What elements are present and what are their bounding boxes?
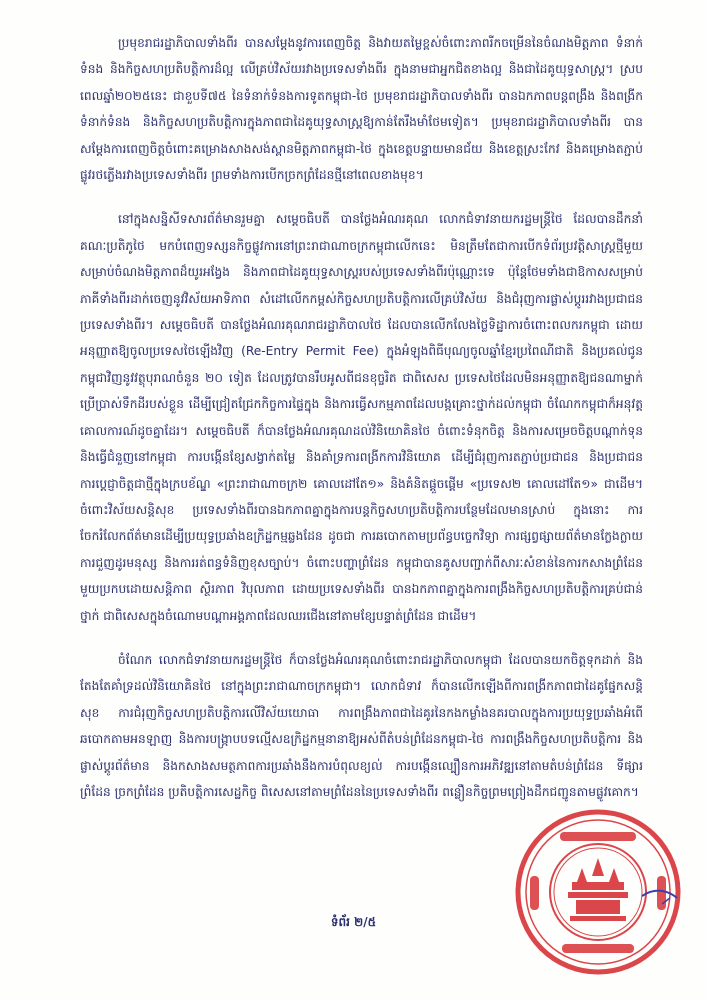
page-number: ទំព័រ ២/៥: [330, 915, 377, 929]
paragraph-3: ចំណែក លោកជំទាវនាយករដ្ឋមន្ត្រីថៃ ក៏បានថ្លែងអំណរគុណចំពោះរាជរដ្ឋាភិបាលកម្ពុជា ដែលបានយកចិត្តទុកដាក់ និងតែងតែគាំទ្រដល់វិនិយោគិនថៃ នៅក្នុងព្រះរាជាណាចក្រកម្ពុជា។ លោកជំទាវ ក៏បានលើកឡើងពីការពង្រីកភាពជាដៃគូផ្នែកសន្តិសុខ ការជំរុញកិច្ចសហប្រតិបត្តិការលើវិស័យយោធា ការពង្រឹងភាពជាដៃគូរនៃកងកម្លាំងនគរបាលក្នុងការប្រយុទ្ធប្រឆាំងអំពើឆបោកតាមអនឡាញ និងការបង្ក្រាបបទល្មើសឧក្រិដ្ឋកម្មនានាឱ្យអស់ពីតំបន់ព្រំដែនកម្ពុជា-ថៃ ការពង្រឹងកិច្ចសហប្រតិបត្តិការ និងផ្លាស់ប្តូរព័ត៌មាន និងកសាងសមត្ថភាពការប្រឆាំងនឹងការបំពុលខ្យល់ ការបង្កើនល្បឿនការអភិវឌ្ឍនៅតាមតំបន់ព្រំដែន ទីផ្សារព្រំដែន ច្រកព្រំដែន ប្រតិបត្តិការសេដ្ឋកិច្ច ពិសេសនៅតាមព្រំដែននៃប្រទេសទាំងពីរ ពន្លឿនកិច្ចព្រមព្រៀងដឹកជញ្ជូនតាមផ្លូវគោក។: [80, 652, 643, 799]
official-seal-stamp-icon: [512, 806, 684, 978]
paragraph-1: ប្រមុខរាជរដ្ឋាភិបាលទាំងពីរ បានសម្តែងនូវការពេញចិត្ត និងវាយតម្លៃខ្ពស់ចំពោះភាពរីកចម្រើននៃចំណងមិត្តភាព ទំនាក់ទំនង និងកិច្ចសហប្រតិបត្តិការដ៏ល្អ លើគ្រប់វិស័យរវាងប្រទេសទាំងពីរ ក្នុងនាមជាអ្នកជិតខាងល្អ និងជាដៃគូយុទ្ធសាស្ត្រ។ ស្របពេលឆ្នាំ២០២៥នេះ ជាខួបទី៧៥ នៃទំនាក់ទំនងការទូតកម្ពុជា-ថៃ ប្រមុខរាជរដ្ឋាភិបាលទាំងពីរ បានឯកភាពបន្តពង្រឹង និងពង្រីកទំនាក់ទំនង និងកិច្ចសហប្រតិបត្តិការក្នុងភាពជាដៃគូយុទ្ធសាស្ត្រឱ្យកាន់តែរឹងមាំថែមទៀត។ ប្រមុខរាជរដ្ឋាភិបាលទាំងពីរ បានសម្តែងការពេញចិត្តចំពោះគម្រោងសាងសង់ស្ពានមិត្តភាពកម្ពុជា-ថៃ ក្នុងខេត្តបន្ទាយមានជ័យ និងខេត្តស្រះកែវ និងគម្រោងតភ្ជាប់ផ្លូវរថភ្លើងរវាងប្រទេសទាំងពីរ ព្រមទាំងការបើកច្រកព្រំដែនថ្មីនៅពេលខាងមុខ។: [80, 36, 643, 183]
paragraph-2: នៅក្នុងសន្និសីទសារព័ត៌មានរួមគ្នា សម្តេចធិបតី បានថ្លែងអំណរគុណ លោកជំទាវនាយករដ្ឋមន្ត្រីថៃ ដែលបានដឹកនាំគណៈប្រតិភូថៃ មកបំពេញទស្សនកិច្ចផ្លូវការនៅព្រះរាជាណាចក្រកម្ពុជាលើកនេះ មិនត្រឹមតែជាការបើកទំព័រប្រវត្តិសាស្ត្រថ្មីមួយសម្រាប់ចំណងមិត្តភាពដ៏យូរអង្វែង និងភាពជាដៃគូយុទ្ធសាស្ត្ររបស់ប្រទេសទាំងពីរប៉ុណ្ណោះទេ ប៉ុន្តែថែមទាំងជាឱកាសសម្រាប់ភាគីទាំងពីរដាក់ចេញនូវវិស័យអាទិភាព សំដៅលើកកម្ពស់កិច្ចសហប្រតិបត្តិការលើគ្រប់វិស័យ និងជំរុញការផ្លាស់ប្តូររវាងប្រជាជនប្រទេសទាំងពីរ។ សម្តេចធិបតី បានថ្លែងអំណរគុណរាជរដ្ឋាភិបាលថៃ ដែលបានលើកលែងថ្លៃទិដ្ឋាការចំពោះពលករកម្ពុជា ដោយអនុញ្ញាតឱ្យចូលប្រទេសថៃឡើងវិញ (Re-Entry Permit Fee) ក្នុងអំឡុងពិធីបុណ្យចូលឆ្នាំខ្មែរប្រពៃណីជាតិ និងប្រគល់ជូនកម្ពុជាវិញនូវវត្ថុបុរាណចំនួន ២០ ទៀត ដែលត្រូវបានរឹបអូសពីជនខុច្ចរិត ជាពិសេស ប្រទេសថៃដែលមិនអនុញ្ញាតឱ្យជនណាម្នាក់ប្រើប្រាស់ទឹកដីរបស់ខ្លួន ដើម្បីជ្រៀតជ្រែកកិច្ចការផ្ទៃក្នុង និងការធ្វើសកម្មភាពដែលបង្កគ្រោះថ្នាក់ដល់កម្ពុជា ចំណែកកម្ពុជាក៏អនុវត្តគោលការណ៍ដូចគ្នាដែរ។ សម្តេចធិបតី ក៏បានថ្លែងអំណរគុណដល់វិនិយោគិនថៃ ចំពោះទំនុកចិត្ត និងការសម្រេចចិត្តបណ្តាក់ទុន និងធ្វើជំនួញនៅកម្ពុជា ការបង្កើនខ្សែសង្វាក់តម្លៃ និងគាំទ្រការពង្រីកការវិនិយោគ ដើម្បីជំរុញការតភ្ជាប់ប្រជាជន និងប្រជាជន ការប្តេជ្ញាចិត្តជាថ្មីក្នុងក្របខ័ណ្ឌ «ព្រះរាជាណាចក្រ២ គោលដៅតែ១» និងគំនិតផ្តួចផ្តើម «ប្រទេស២ គោលដៅតែ១» ជាដើម។ ចំពោះវិស័យសន្តិសុខ ប្រទេសទាំងពីរបានឯកភាពគ្នាក្នុងការបន្តកិច្ចសហប្រតិបត្តិការបន្ថែមដែលមានស្រាប់ ក្នុងនោះ ការចែករំលែកព័ត៌មានដើម្បីប្រយុទ្ធប្រឆាំងឧក្រិដ្ឋកម្មឆ្លងដែន ដូចជា ការឆបោកតាមប្រព័ន្ធបច្ចេកវិទ្យា ការផ្សព្វផ្សាយព័ត៌មានក្លែងក្លាយ ការជួញដូរមនុស្ស និងការរត់ពន្ធទំនិញខុសច្បាប់។ ចំពោះបញ្ហាព្រំដែន កម្ពុជាបានគូសបញ្ជាក់ពីសារៈសំខាន់នៃការកសាងព្រំដែនមួយប្រកបដោយសន្តិភាព ស្ថិរភាព វិបុលភាព ដោយប្រទេសទាំងពីរ បានឯកភាពគ្នាក្នុងការពង្រឹងកិច្ចសហប្រតិបត្តិការគ្រប់ជាន់ថ្នាក់ ជាពិសេសក្នុងចំណោមបណ្តាអង្គភាពដែលឈរជើងនៅតាមខ្សែបន្ទាត់ព្រំដែន ជាដើម។: [80, 212, 643, 623]
